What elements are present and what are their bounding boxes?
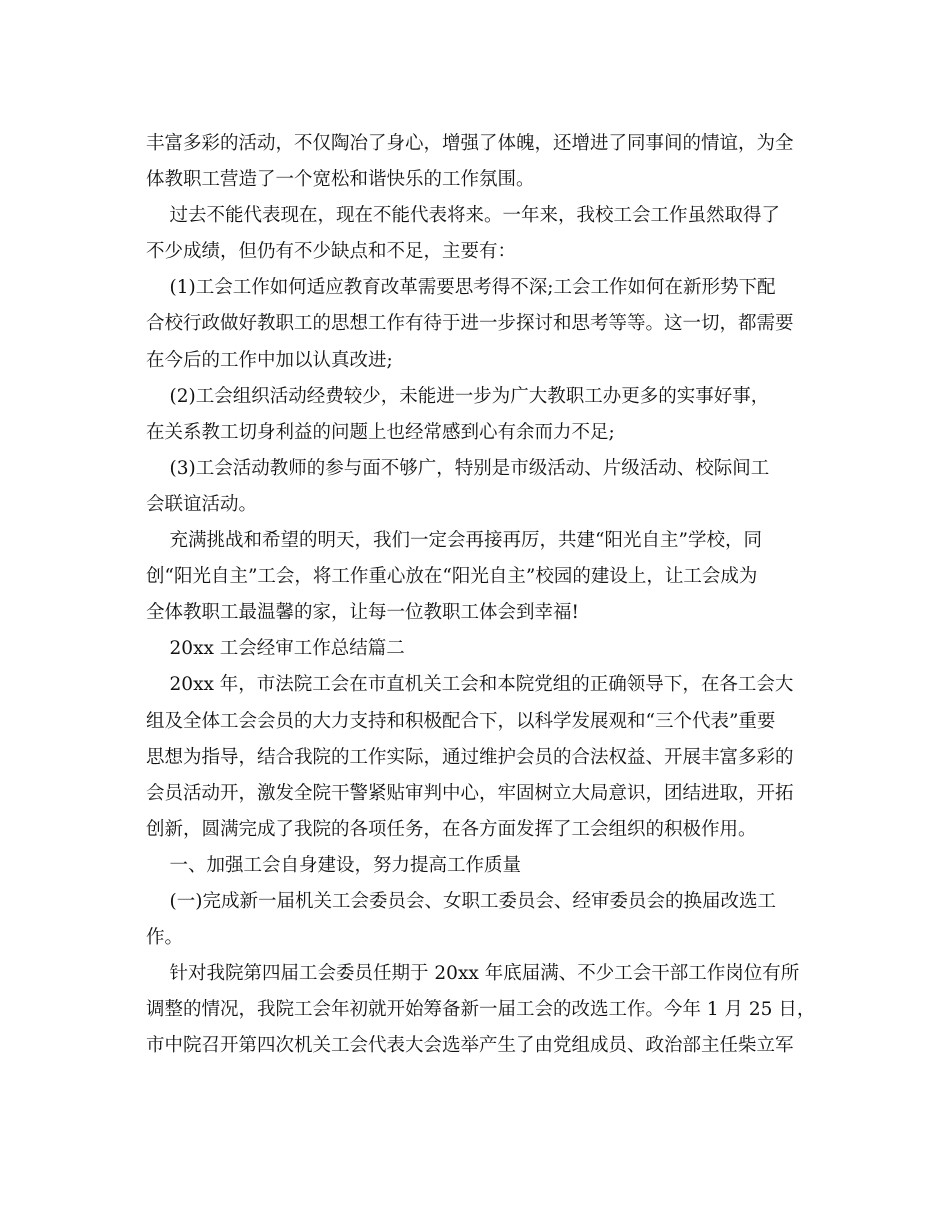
text-line: 调整的情况，我院工会年初就开始筹备新一届工会的改选工作。今年 1 月 25 日，: [146, 999, 816, 1021]
text-line: (一)完成新一届机关工会委员会、女职工委员会、经审委员会的换届改选工: [146, 890, 776, 912]
text-line: 体教职工营造了一个宽松和谐快乐的工作氛围。: [146, 169, 535, 191]
text-line: 全体教职工最温馨的家，让每一位教职工体会到幸福!: [146, 602, 579, 624]
text-line: 作。: [146, 927, 184, 949]
text-line: 针对我院第四届工会委员任期于 20xx 年底届满、不少工会干部工作岗位有所: [146, 963, 800, 985]
text-line: 市中院召开第四次机关工会代表大会选举产生了由党组成员、政治部主任柴立军: [146, 1035, 794, 1057]
text-line: 会员活动开，激发全院干警紧贴审判中心，牢固树立大局意识，团结进取，开拓: [146, 782, 794, 804]
text-line: 不少成绩，但仍有不少缺点和不足，主要有：: [146, 241, 517, 263]
document-body: [146, 126, 816, 1064]
text-line: 丰富多彩的活动，不仅陶冶了身心，增强了体魄，还增进了同事间的情谊，为全: [146, 133, 794, 154]
subsection-heading: 一、加强工会自身建设，努力提高工作质量: [146, 854, 522, 876]
text-line: (2)工会组织活动经费较少，未能进一步为广大教职工办更多的实事好事，: [146, 385, 770, 407]
text-line: 在关系教工切身利益的问题上也经常感到心有余而力不足;: [146, 421, 615, 443]
text-line: 过去不能代表现在，现在不能代表将来。一年来，我校工会工作虽然取得了: [146, 205, 781, 227]
text-line: 创“阳光自主”工会，将工作重心放在“阳光自主”校园的建设上，让工会成为: [146, 566, 758, 588]
text-line: 充满挑战和希望的明天，我们一定会再接再厉，共建“阳光自主”学校，同: [146, 530, 762, 552]
text-line: 思想为指导，结合我院的工作实际，通过维护会员的合法权益、开展丰富多彩的: [146, 746, 794, 768]
text-line: (3)工会活动教师的参与面不够广，特别是市级活动、片级活动、校际间工: [146, 457, 770, 479]
section-heading: 20xx 工会经审工作总结篇二: [146, 638, 405, 660]
text-line: 在今后的工作中加以认真改进;: [146, 349, 393, 371]
text-line: (1)工会工作如何适应教育改革需要思考得不深;工会工作如何在新形势下配: [146, 277, 776, 299]
text-line: 20xx 年，市法院工会在市直机关工会和本院党组的正确领导下，在各工会大: [146, 674, 794, 696]
text-line: 组及全体工会会员的大力支持和积极配合下，以科学发展观和“三个代表”重要: [146, 710, 776, 732]
text-line: 创新，圆满完成了我院的各项任务，在各方面发挥了工会组织的积极作用。: [146, 818, 757, 840]
text-line: 会联谊活动。: [146, 493, 258, 515]
text-line: 合校行政做好教职工的思想工作有待于进一步探讨和思考等等。这一切，都需要: [146, 313, 794, 335]
